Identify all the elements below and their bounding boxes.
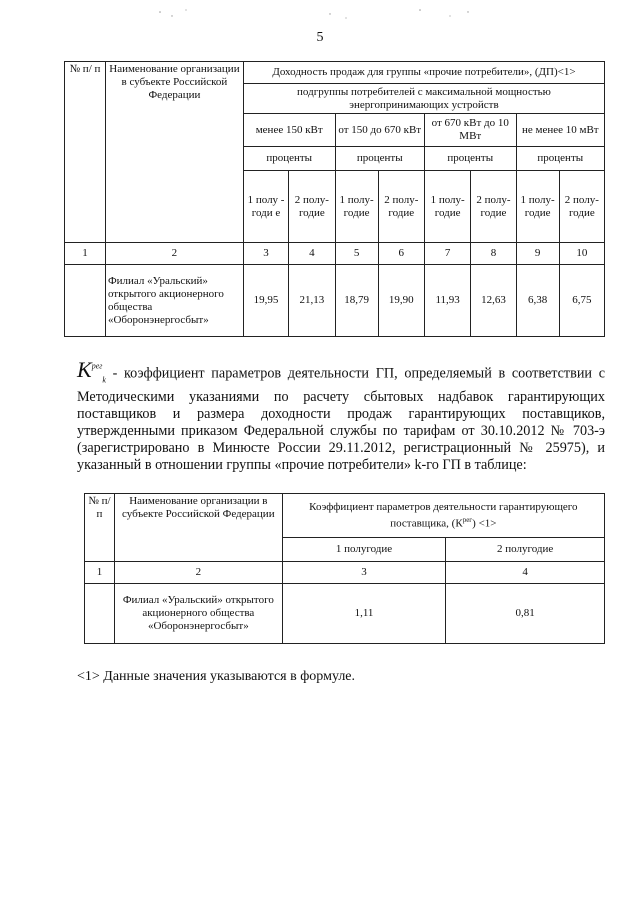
org-name: Филиал «Уральский» открытого акционерного общества «Оборонэнергосбыт» [105, 265, 243, 337]
header-number: № п/п [85, 494, 115, 562]
value-cell: 0,81 [446, 584, 605, 644]
column-number: 4 [446, 562, 605, 584]
column-number: 9 [516, 243, 559, 265]
value-cell: 6,75 [559, 265, 604, 337]
scan-artifact [150, 4, 480, 24]
value-cell: 19,90 [378, 265, 424, 337]
unit-label: проценты [335, 147, 424, 171]
header-coefficient: Коэффициент параметров деятельности гарантирующего поставщика, $(К^{рег}) <1>$ [282, 494, 604, 538]
column-number: 10 [559, 243, 604, 265]
footnote: <1> Данные значения указываются в формуле. [77, 669, 356, 684]
page-number: 5 [316, 30, 324, 45]
value-cell: 6,38 [516, 265, 559, 337]
value-cell: 1,11 [282, 584, 446, 644]
column-number: 3 [282, 562, 446, 584]
org-name: Филиал «Уральский» открытого акционерного общества «Оборонэнергосбыт» [114, 584, 282, 644]
value-cell: 12,63 [471, 265, 516, 337]
group-label: менее 150 кВт [243, 114, 335, 147]
half-year-label: 2 полу- годие [378, 171, 424, 243]
half-year-label: 2 полу- годие [289, 171, 335, 243]
column-number: 8 [471, 243, 516, 265]
coefficient-table [84, 493, 605, 644]
half-year-label: 2 полу- годие [559, 171, 604, 243]
half-year-label: 1 полу - годи е [243, 171, 288, 243]
group-label: от 150 до 670 кВт [335, 114, 424, 147]
unit-label: проценты [516, 147, 604, 171]
half-year-label: 1 полу- годие [424, 171, 470, 243]
unit-label: проценты [424, 147, 516, 171]
header-number: № п/ п [65, 62, 106, 243]
header-profitability: Доходность продаж для группы «прочие потребители», (ДП)<1> [243, 62, 604, 84]
column-number: 6 [378, 243, 424, 265]
half-year-label: 1 полу- годие [335, 171, 378, 243]
table-row [65, 265, 605, 337]
table-row [85, 584, 605, 644]
coefficient-symbol: $K^{рег}_k$ [77, 357, 106, 385]
column-number: 5 [335, 243, 378, 265]
column-number: 2 [105, 243, 243, 265]
half-year-label: 2 полугодие [446, 538, 605, 562]
row-number [65, 265, 106, 337]
value-cell: 18,79 [335, 265, 378, 337]
profitability-table [64, 61, 605, 337]
half-year-label: 2 полу- годие [471, 171, 516, 243]
header-org-name: Наименование организации в субъекте Российской Федерации [114, 494, 282, 562]
coefficient-paragraph [77, 358, 605, 474]
column-number: 1 [85, 562, 115, 584]
value-cell: 21,13 [289, 265, 335, 337]
column-number: 1 [65, 243, 106, 265]
paragraph-text: - коэффициент параметров деятельности ГП, определяемый в соответствии с Методическими указаниями по расчету сбытовых надбавок гарантирующих поставщиков и размера доходности продаж гарантирующих поставщиков, утвержденными приказом Федеральной службы по тарифам от 30.10.2012 № 703-э (зарегистрировано в Минюсте России 29.11.2012, регистрационный № 25975), и указанный в отношении группы «прочие потребители» k-го ГП в таблице: [77, 365, 605, 473]
group-label: не менее 10 мВт [516, 114, 604, 147]
value-cell: 19,95 [243, 265, 288, 337]
value-cell: 11,93 [424, 265, 470, 337]
half-year-label: 1 полу- годие [516, 171, 559, 243]
column-number: 7 [424, 243, 470, 265]
header-subgroups: подгруппы потребителей с максимальной мощностью энергопринимающих устройств [243, 84, 604, 114]
column-number: 4 [289, 243, 335, 265]
half-year-label: 1 полугодие [282, 538, 446, 562]
header-org-name: Наименование организации в субъекте Российской Федерации [105, 62, 243, 243]
unit-label: проценты [243, 147, 335, 171]
column-number: 3 [243, 243, 288, 265]
column-number: 2 [114, 562, 282, 584]
group-label: от 670 кВт до 10 МВт [424, 114, 516, 147]
row-number [85, 584, 115, 644]
